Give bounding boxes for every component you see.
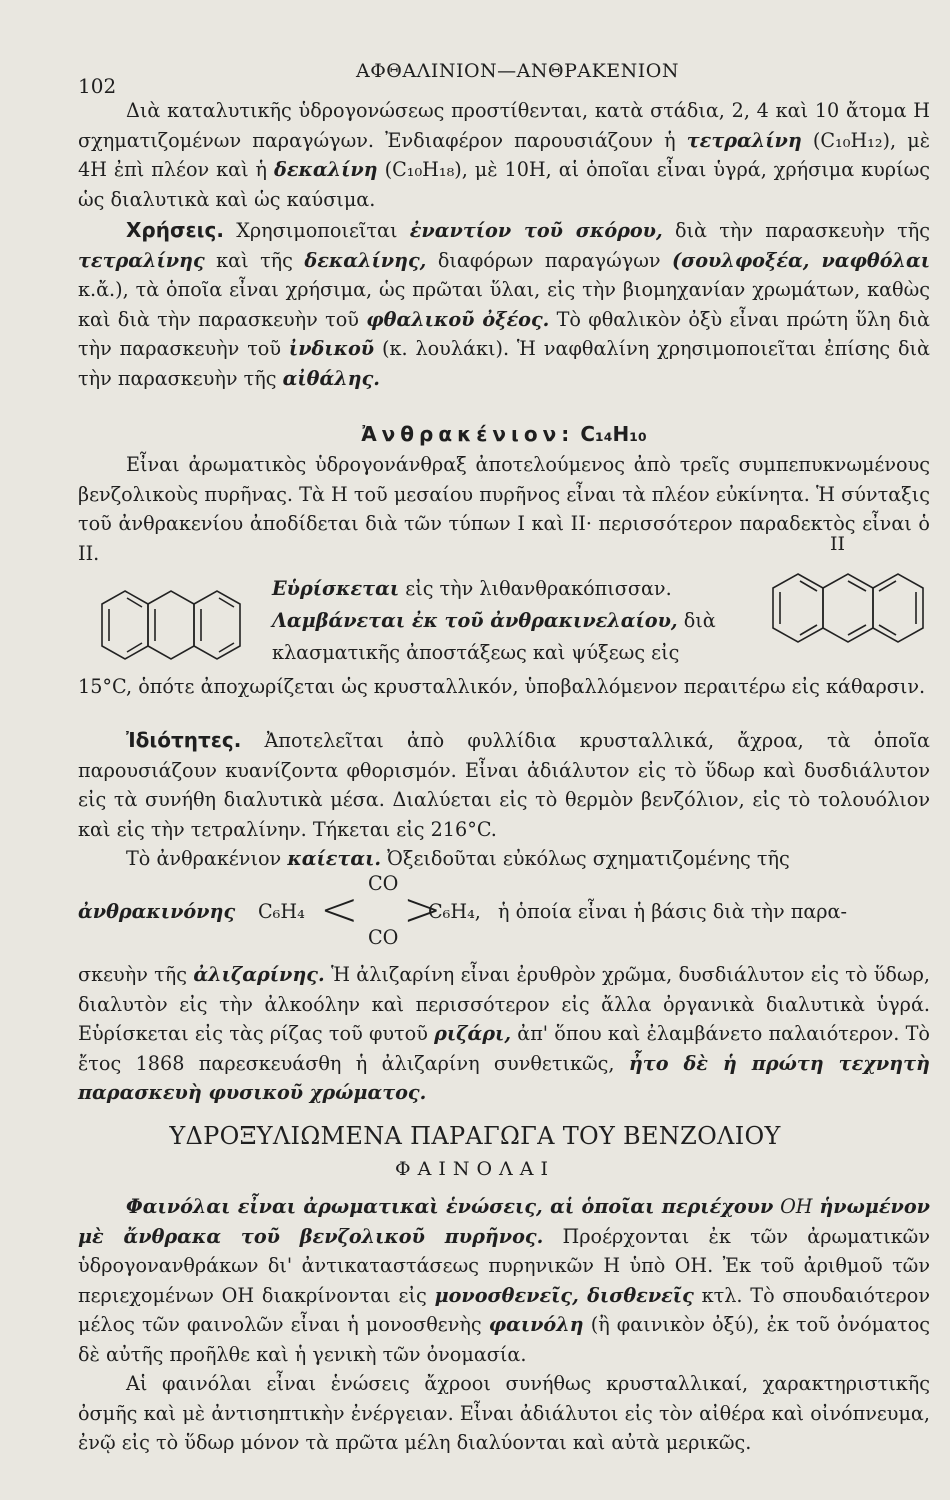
- anthracene-title: [78, 420, 930, 450]
- properties-label: Ἰδιότητες.: [126, 728, 242, 752]
- left-group: C₆H₄: [258, 900, 305, 923]
- phenols-italic: φαινόλη: [488, 1313, 584, 1336]
- co-top: CO: [368, 872, 399, 895]
- tetralin-term: τετραλίνη: [686, 128, 802, 152]
- obtained-text: διὰ: [683, 609, 716, 632]
- phenols-paragraph: [78, 1192, 930, 1458]
- found-italic: Εὑρίσκεται: [272, 577, 400, 600]
- page-number: 102: [78, 74, 117, 98]
- phenols-text: Προέρχονται ἐκ τῶν ἀρωματικῶν ὑδρογονανθράκων δι' ἀντικαταστάσεως πυρηνικῶν Η ὑπὸ ΟΗ. Ἐκ τοῦ ἀριθμοῦ τῶν περιεχομένων ΟΗ διακρίνονται εἰς: [78, 1224, 930, 1307]
- anthracene-structure-i-drawing: [100, 586, 250, 676]
- phenols-italic: μονοσθενεῖς, δισθενεῖς: [434, 1283, 694, 1307]
- alizarin-paragraph: [78, 960, 930, 1108]
- intro-text-1: Διὰ καταλυτικῆς ὑδρογονώσεως προστίθενται, κατὰ στάδια, 2, 4 καὶ 10 ἄτομα Η σχηματιζομένων παραγώγων. Ἐνδιαφέρον παρουσιάζουν ἡ: [78, 99, 930, 152]
- obtained-italic: Λαμβάνεται ἐκ τοῦ ἀνθρακινελαίου,: [272, 609, 678, 632]
- right-group: C₆H₄,: [428, 900, 481, 923]
- phenols-italic: Φαινόλαι εἶναι ἀρωματικαὶ ἑνώσεις, αἱ ὁποῖαι περιέχουν: [126, 1195, 774, 1218]
- alizarin-italic: ἦτο δὲ ἡ πρώτη τεχνητὴ παρασκευὴ φυσικοῦ χρώματος.: [78, 1051, 930, 1104]
- intro-paragraph: [78, 96, 930, 214]
- co-bottom: CO: [368, 926, 399, 949]
- uses-paragraph: [78, 216, 930, 393]
- oxidation-text: Ὀξειδοῦται εὐκόλως σχηματιζομένης τῆς: [387, 847, 790, 870]
- uses-text: κ.ἄ.), τὰ ὁποῖα εἶναι χρήσιμα, ὡς πρῶται ὕλαι, εἰς τὴν βιομηχανίαν χρωμάτων, καθὼς καὶ διὰ τὴν παρασκευὴν τοῦ: [78, 278, 930, 331]
- right-bracket: >: [403, 882, 442, 936]
- burn-italic: καίεται.: [287, 847, 382, 870]
- anthraquinone-name: ἀνθρακινόνης: [78, 900, 236, 923]
- uses-text: διὰ τὴν παρασκευὴν τῆς: [674, 219, 930, 242]
- left-bracket: <: [320, 882, 359, 936]
- running-head: ΑΦΘΑΛΙΝΙΟΝ—ΑΝΘΡΑΚΕΝΙΟΝ: [356, 60, 679, 82]
- uses-text: καὶ τῆς: [216, 248, 293, 272]
- uses-italic: (σουλφοξέα, ναφθόλαι: [672, 248, 931, 272]
- anthracene-structure-i: [100, 586, 250, 676]
- structure-ii-label: II: [830, 533, 846, 555]
- formula-after-text: ἡ ὁποία εἶναι ἡ βάσις διὰ τὴν παρα-: [498, 900, 848, 923]
- properties-paragraph: [78, 726, 930, 874]
- intro-text-2: (C₁₀H₁₂), μὲ 4Η ἐπὶ πλέον καὶ ἡ: [78, 128, 931, 181]
- section-heading: ΥΔΡΟΞΥΛΙΩΜΕΝΑ ΠΑΡΑΓΩΓΑ ΤΟΥ ΒΕΝΖΟΛΙΟΥ: [169, 1122, 781, 1150]
- decalin-term: δεκαλίνη: [274, 158, 378, 181]
- obtained-line: [272, 606, 752, 636]
- alizarin-text: ἀπ' ὅπου καὶ ἐλαμβάνετο παλαιότερον. Τὸ ἔτος 1868 παρεσκευάσθη ἡ ἀλιζαρίνη συνθετικῶς,: [78, 1022, 930, 1075]
- uses-italic: τετραλίνης: [78, 248, 205, 272]
- fractional-line: κλασματικῆς ἀποστάξεως καὶ ψύξεως εἰς: [272, 641, 680, 664]
- phenols-properties: Αἱ φαινόλαι εἶναι ἑνώσεις ἄχροοι συνήθως κρυσταλλικαί, χαρακτηριστικῆς ὀσμῆς καὶ μὲ ἀντισηπτικὴν ἐνέργειαν. Εἶναι ἀδιάλυτοι εἰς τὸν αἰθέρα καὶ οἰνόπνευμα, ἐνῷ εἰς τὸ ὕδωρ μόνον τὰ πρῶτα μέλη διαλύονται καὶ αὐτὰ μερικῶς.: [78, 1372, 930, 1454]
- uses-italic: δεκαλίνης,: [304, 248, 427, 272]
- phenols-text: (ἢ φαινικὸν ὀξύ), ἐκ τοῦ ὀνόματος δὲ αὐτῆς προῆλθε καὶ ἡ γενικὴ τῶν ὀνομασία.: [78, 1313, 930, 1366]
- intro-text-3: (C₁₀H₁₈), μὲ 10Η, αἱ ὁποῖαι εἶναι ὑγρά, χρήσιμα κυρίως ὡς διαλυτικὰ καὶ ὡς καύσιμα.: [78, 158, 930, 211]
- uses-text: (κ. λουλάκι). Ἡ ναφθαλίνη χρησιμοποιεῖται ἐπίσης διὰ τὴν παρασκευὴν τῆς: [78, 337, 930, 390]
- uses-label: Χρήσεις.: [126, 218, 224, 242]
- crystal-line: 15°C, ὁπότε ἀποχωρίζεται ὡς κρυσταλλικόν, ὑποβαλλόμενον περαιτέρω εἰς κάθαρσιν.: [78, 675, 926, 698]
- phenols-oh: ΟΗ: [780, 1195, 813, 1218]
- uses-text: διαφόρων παραγώγων: [437, 248, 661, 272]
- phenols-italic: ἡνωμένον μὲ ἄνθρακα τοῦ βενζολικοῦ πυρῆνος.: [78, 1195, 930, 1248]
- uses-italic: αἰθάλης.: [282, 366, 380, 390]
- properties-text: Ἀποτελεῖται ἀπὸ φυλλίδια κρυσταλλικά, ἄχροα, τὰ ὁποῖα παρουσιάζουν κυανίζοντα φθορισμόν. Εἶναι ἀδιάλυτον εἰς τὸ ὕδωρ καὶ δυσδιάλυτον εἰς τὰ συνήθη διαλυτικὰ μέσα. Διαλύεται εἰς τὸ θερμὸν βενζόλιον, εἰς τὸ τολουόλιον καὶ εἰς τὴν τετραλίνην. Τήκεται εἰς 216°C.: [78, 729, 930, 841]
- anthracene-structure-ii-drawing: [770, 566, 935, 666]
- phenols-text: κτλ. Τὸ σπουδαιότερον μέλος τῶν φαινολῶν εἶναι ἡ μονοσθενὴς: [78, 1283, 930, 1336]
- anthracene-structure-ii: [770, 566, 935, 666]
- uses-italic: φθαλικοῦ ὀξέος.: [366, 307, 550, 331]
- uses-text: Χρησιμοποιεῖται: [236, 219, 398, 242]
- alizarin-italic: ριζάρι,: [434, 1022, 512, 1045]
- anthracene-title-text: Ἀνθρακένιον:: [361, 422, 575, 446]
- alizarin-text: σκευὴν τῆς: [78, 963, 188, 986]
- anthracene-description: Εἶναι ἀρωματικὸς ὑδρογονάνθραξ ἀποτελούμενος ἀπὸ τρεῖς συμπεπυκνωμένους βενζολικοὺς πυρῆνας. Τὰ Η τοῦ μεσαίου πυρῆνος εἶναι τὰ πλέον εὐκίνητα. Ἡ σύνταξις τοῦ ἀνθρακενίου ἀποδίδεται διὰ τῶν τύπων Ι καὶ ΙΙ· περισσότερον παραδεκτὸς εἶναι ὁ ΙΙ.: [78, 453, 930, 565]
- uses-italic: ἐναντίον τοῦ σκόρου,: [409, 219, 663, 242]
- found-line: [272, 574, 752, 604]
- alizarin-italic: ἀλιζαρίνης.: [193, 963, 325, 986]
- alizarin-text: Ἡ ἀλιζαρίνη εἶναι ἐρυθρὸν χρῶμα, δυσδιάλυτον εἰς τὸ ὕδωρ, διαλυτὸν εἰς τὴν ἀλκοόλην καὶ περισσότερον εἰς ἄλλα ὀργανικὰ διαλυτικὰ ὑγρά. Εὑρίσκεται εἰς τὰς ρίζας τοῦ φυτοῦ: [78, 963, 931, 1045]
- anthraquinone-formula: [78, 872, 930, 954]
- anthracene-paragraph: [78, 450, 930, 568]
- section-subheading: ΦΑΙΝΟΛΑΙ: [395, 1158, 555, 1180]
- anthracene-formula: C₁₄H₁₀: [580, 422, 647, 446]
- uses-italic: ἰνδικοῦ: [288, 337, 375, 360]
- burn-text: Τὸ ἀνθρακένιον: [126, 847, 282, 870]
- found-text: εἰς τὴν λιθανθρακόπισσαν.: [405, 577, 672, 600]
- uses-text: Τὸ φθαλικὸν ὀξὺ εἶναι πρώτη ὕλη διὰ τὴν παρασκευὴν τοῦ: [78, 307, 930, 360]
